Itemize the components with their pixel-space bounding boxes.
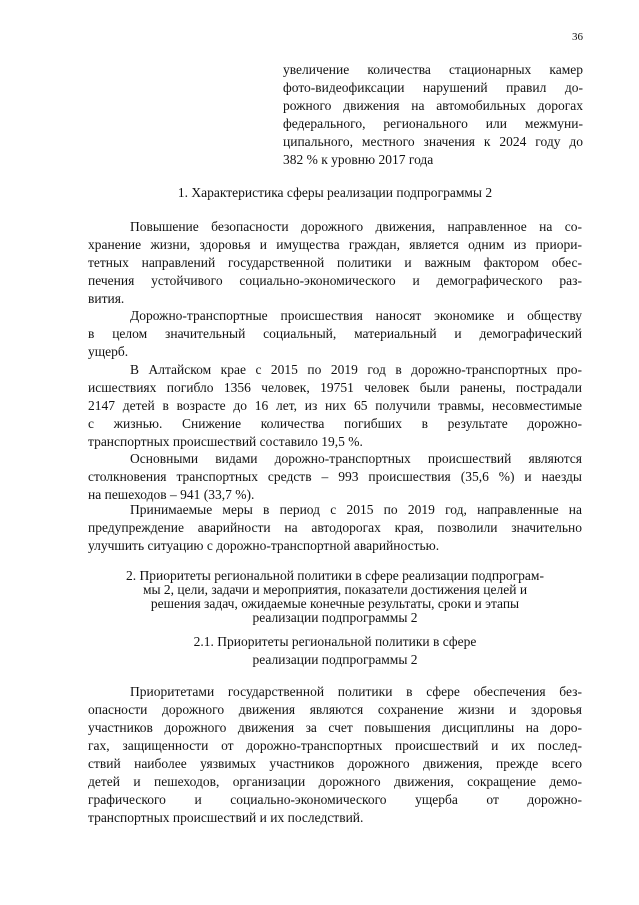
text-line: участников дорожного движения за счет повышения дисциплины на доро-	[88, 720, 582, 735]
text-line: Принимаемые меры в период с 2015 по 2019 год, направленные на	[130, 502, 582, 517]
text-line: исшествиях погибло 1356 человек, 19751 человек были ранены, пострадали	[88, 380, 582, 395]
text-line: Приоритетами государственной политики в сфере обеспечения без-	[130, 684, 582, 699]
text-line: федерального, регионального или межмуни-	[283, 116, 583, 131]
text-line: с жизнью. Снижение количества погибших в результате дорожно-	[88, 416, 582, 431]
heading-line: 2.1. Приоритеты региональной политики в сфере	[193, 634, 477, 649]
text-line: хранение жизни, здоровья и имущества граждан, является одним из приори-	[88, 237, 582, 252]
text-line: тетных направлений государственной политики и важным фактором обес-	[88, 255, 582, 270]
text-line: В Алтайском крае с 2015 по 2019 год в дорожно-транспортных про-	[130, 362, 582, 377]
text-line: графического и социально-экономического ущерба от дорожно-	[88, 792, 582, 807]
heading-line: 2. Приоритеты региональной политики в сфере реализации подпрограм-	[126, 568, 544, 583]
text-line: 2147 детей в возрасте до 16 лет, из них 65 получили травмы, несовместимые	[88, 398, 582, 413]
text-line: 382 % к уровню 2017 года	[283, 152, 434, 167]
text-line: предупреждение аварийности на автодорогах края, позволили значительно	[88, 520, 582, 535]
text-line: фото-видеофиксации нарушений правил до-	[283, 80, 583, 95]
text-line: рожного движения на автомобильных дорогах	[283, 98, 583, 113]
text-line: столкновения транспортных средств – 993 происшествия (35,6 %) и наезды	[88, 469, 582, 484]
text-line: вития.	[88, 291, 125, 306]
text-line: Повышение безопасности дорожного движения, направленное на со-	[130, 219, 582, 234]
text-line: ущерб.	[88, 344, 129, 359]
page-number: 36	[572, 31, 583, 43]
text-line: детей и пешеходов, организации дорожного движения, сокращение демо-	[88, 774, 582, 789]
text-line: Основными видами дорожно-транспортных происшествий являются	[130, 451, 582, 466]
text-line: транспортных происшествий и их последствий.	[88, 810, 364, 825]
text-line: увеличение количества стационарных камер	[283, 62, 583, 77]
heading-line: решения задач, ожидаемые конечные результаты, сроки и этапы	[150, 596, 520, 611]
text-line: в целом значительный социальный, материальный и демографический	[88, 326, 582, 341]
text-line: улучшить ситуацию с дорожно-транспортной аварийностью.	[88, 538, 440, 553]
text-line: ствий наиболее уязвимых участников дорожного движения, прежде всего	[88, 756, 582, 771]
text-line: Дорожно-транспортные происшествия наносят экономике и обществу	[130, 308, 582, 323]
text-line: ципального, местного значения к 2024 году до	[283, 134, 583, 149]
heading-line: реализации подпрограммы 2	[252, 652, 418, 667]
text-line: печения устойчивого социально-экономического и демографического раз-	[88, 273, 582, 288]
text-line: транспортных происшествий составило 19,5 %.	[88, 434, 363, 449]
text-line: гах, защищенности от дорожно-транспортных происшествий и их послед-	[88, 738, 582, 753]
text-line: на пешеходов – 941 (33,7 %).	[88, 487, 255, 502]
section-heading: 1. Характеристика сферы реализации подпрограммы 2	[177, 185, 493, 200]
heading-line: реализации подпрограммы 2	[252, 610, 418, 625]
heading-line: мы 2, цели, задачи и мероприятия, показатели достижения целей и	[142, 582, 528, 597]
text-line: опасности дорожного движения являются сохранение жизни и здоровья	[88, 702, 582, 717]
